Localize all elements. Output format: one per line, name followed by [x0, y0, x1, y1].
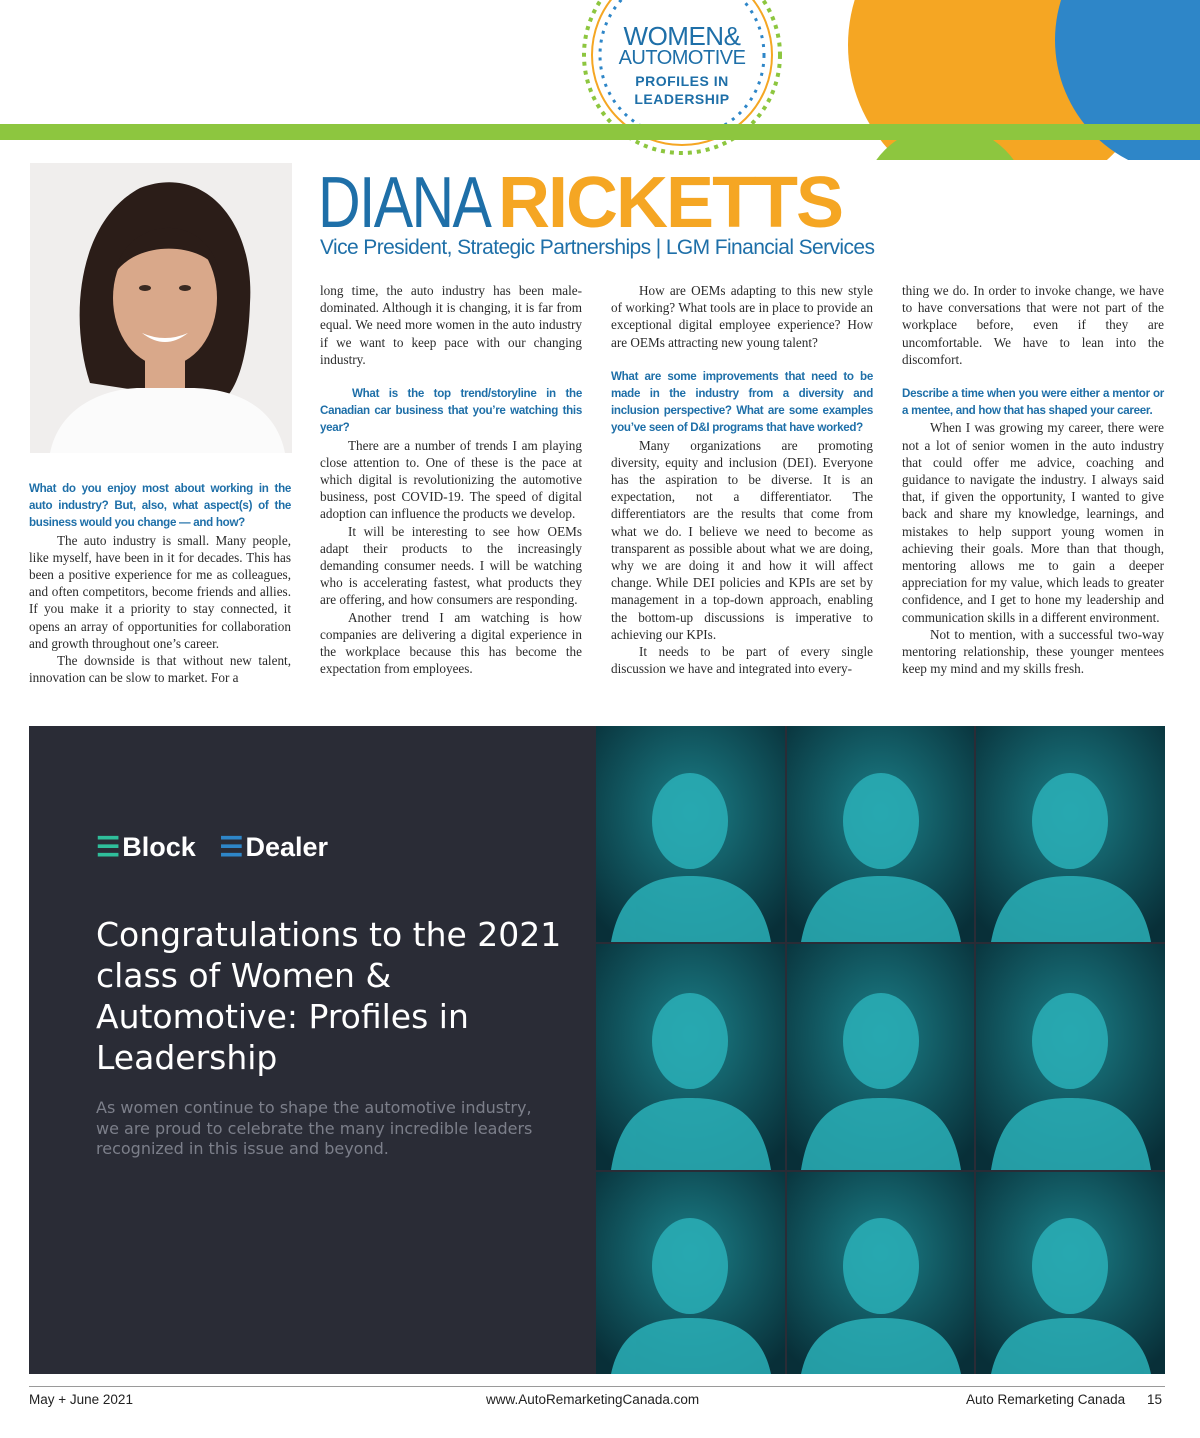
- page-number: 15: [1147, 1392, 1163, 1407]
- footer-url[interactable]: www.AutoRemarketingCanada.com: [486, 1392, 700, 1407]
- section-logo: [592, 21, 772, 108]
- article-column-4: [902, 282, 1164, 677]
- profile-name: [318, 160, 842, 246]
- brand-dealer: Dealer: [245, 832, 329, 862]
- block-logo-icon: ☰: [96, 832, 121, 862]
- article-column-3: [611, 282, 873, 677]
- paragraph: There are a number of trends I am playing close attention to. One of these is the pace at which digital is revolutionizing the automotive business, post COVID-19. The speed of digital adoption can influence the products we develop.: [320, 437, 582, 522]
- paragraph: It needs to be part of every single discussion we have and integrated into every-: [611, 644, 873, 677]
- brand-block: Block: [122, 832, 196, 862]
- footer-publication: Auto Remarketing Canada: [966, 1392, 1126, 1407]
- paragraph: How are OEMs adapting to this new style of working? What tools are in place to provide an exceptional digital employee experience? How are OEMs attracting new young talent?: [611, 283, 873, 350]
- paragraph: The downside is that without new talent, innovation can be slow to market. For a: [29, 653, 291, 686]
- paragraph: Not to mention, with a successful two-way mentoring relationship, these younger mentees keep my mind and my skills fresh.: [902, 626, 1164, 677]
- dealer-logo-icon: ☰: [219, 832, 244, 862]
- profile-portrait: [30, 163, 292, 453]
- header-green-bar: [0, 124, 1200, 140]
- paragraph: The auto industry is small. Many people, like myself, have been in it for decades. This has been a positive experience for me as colleagues, and often competitors, become friends and allies. If you make it a priority to stay connected, it opens an array of opportunities for collaboration and growth throughout one’s career.: [29, 532, 291, 651]
- question-2: What is the top trend/storyline in the Canadian car business that you’re watching this year?: [320, 387, 582, 435]
- paragraph: thing we do. In order to invoke change, we have to have conversations that were not part of the workplace before, even if they are uncomfortable. We have to lean into the discomfort.: [902, 283, 1164, 367]
- ad-subtext: As women continue to shape the automotive industry, we are proud to celebrate the many incredible leaders recognized in this issue and beyond.: [96, 1098, 533, 1158]
- article-column-1: [29, 480, 291, 686]
- paragraph: Many organizations are promoting diversity, equity and inclusion (DEI). Everyone has the aspiration to be diverse. It is an expectation, not a differentiator. The differentiators are the results that come from what we do. I believe we need to become as transparent as possible about what we are doing, why we are doing it and how it will affect change. While DEI policies and KPIs are set by management in a top-down approach, enabling the bottom-up discussions is imperative to achieving our KPIs.: [611, 437, 873, 642]
- profile-title: Vice President, Strategic Partnerships | LGM Financial Services: [320, 236, 875, 259]
- logo-women: WOMEN&: [623, 21, 741, 51]
- paragraph: Another trend I am watching is how companies are delivering a digital experience in the workplace because this has become the expectation from employees.: [320, 609, 582, 677]
- logo-automotive: AUTOMOTIVE: [618, 47, 746, 69]
- honoree-photos: [596, 726, 1165, 1374]
- article-column-2: [320, 282, 582, 677]
- question-1: What do you enjoy most about working in the auto industry? But, also, what aspect(s) of the business would you change — and how?: [29, 482, 291, 530]
- footer-date: May + June 2021: [29, 1392, 133, 1407]
- paragraph: long time, the auto industry has been male-dominated. Although it is changing, it is far from equal. We need more women in the auto industry if we want to keep pace with our changing industry.: [320, 283, 582, 367]
- ad-brand-logos: [96, 832, 328, 863]
- paragraph: It will be interesting to see how OEMs adapt their products to the increasingly demanding consumer needs. I will be watching who is accelerating fastest, what products they are offering, and how consumers are responding.: [320, 523, 582, 608]
- footer-rule: [29, 1386, 1165, 1387]
- question-3: What are some improvements that need to be made in the industry from a diversity and inclusion perspective? What are some examples you’ve seen of D&I programs that have worked?: [611, 369, 873, 435]
- paragraph: When I was growing my career, there were not a lot of senior women in the auto industry that could offer me advice, coaching and guidance to navigate the industry. I always said that, if given the opportunity, I wanted to give back and share my knowledge, learnings, and mistakes to help support young women in achieving their goals. More than that though, mentoring allows me to gain a deeper appreciation for my value, which leads to greater confidence, and I get to hone my leadership and communication skills in a different environment.: [902, 420, 1164, 625]
- first-name: DIANA: [318, 163, 491, 243]
- logo-leadership: LEADERSHIP: [634, 91, 730, 107]
- last-name: RICKETTS: [498, 163, 843, 243]
- logo-profiles-in: PROFILES IN: [635, 73, 729, 89]
- question-4: Describe a time when you were either a mentor or a mentee, and how that has shaped your career.: [902, 387, 1164, 418]
- ad-headline: Congratulations to the 2021 class of Women & Automotive: Profiles in Leadership: [96, 915, 562, 1077]
- ad-photo-grid: [596, 726, 1165, 1374]
